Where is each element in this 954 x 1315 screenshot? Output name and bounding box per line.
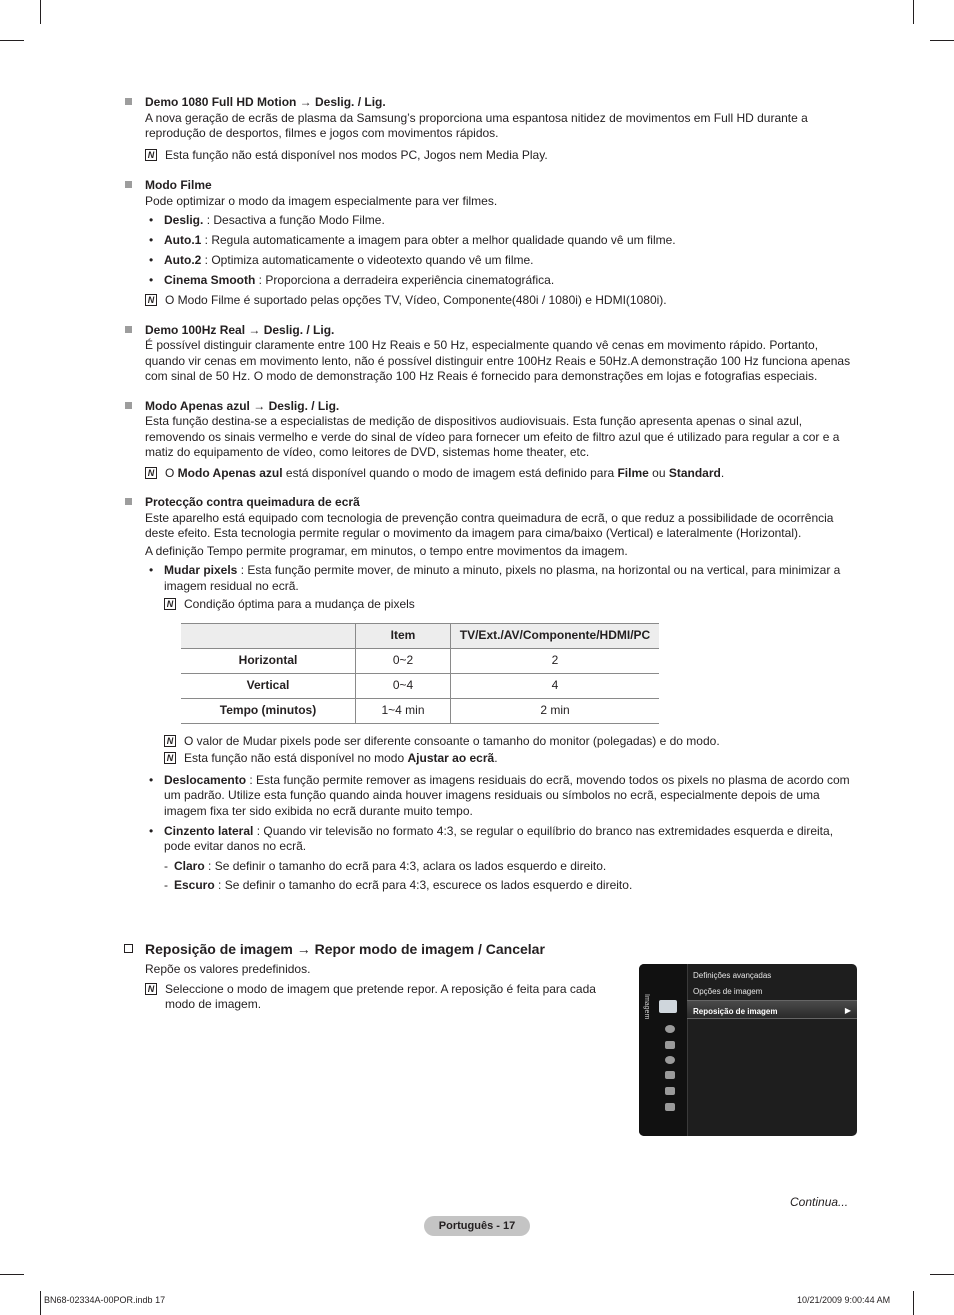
sub-item-escuro: - Escuro : Se definir o tamanho do ecrã para 4:3, escurece os lados esquerdo e direito. bbox=[164, 878, 858, 894]
table-header-row bbox=[181, 623, 659, 648]
section-reposicao bbox=[123, 940, 603, 1013]
section-body: Esta função destina-se a especialistas de medição de dispositivos audiovisuais. Esta função apresenta apenas o sinal azul, removendo os sinais vermelho e verde do sinal de vídeo para fornecer um efeito de filtro azul que é utilizado para regular a cor e a matiz do equipamento de vídeo, como leitores de DVD, sistemas home theater, etc. bbox=[145, 414, 840, 459]
crop-mark bbox=[913, 1291, 914, 1315]
checkbox-icon bbox=[124, 944, 133, 953]
section-title: Demo 100Hz Real → Deslig. / Lig. bbox=[145, 322, 335, 337]
picture-icon bbox=[659, 1000, 677, 1013]
list-item: • Cinema Smooth : Proporciona a derradeira experiência cinematográfica. bbox=[145, 273, 858, 289]
section-modo-filme bbox=[123, 178, 858, 309]
section-title: Demo 1080 Full HD Motion → Deslig. / Lig. bbox=[145, 95, 386, 109]
section-demo-100hz bbox=[123, 323, 858, 385]
footer-file-label: BN68-02334A-00POR.indb 17 bbox=[44, 1295, 166, 1305]
sound-icon bbox=[665, 1025, 675, 1033]
note-icon: N bbox=[145, 467, 157, 479]
table-header-cell: TV/Ext./AV/Componente/HDMI/PC bbox=[451, 623, 660, 648]
table-header-cell: Item bbox=[356, 623, 451, 648]
section-body: A nova geração de ecrãs de plasma da Samsung’s proporciona uma espantosa nitidez de movimentos em Full HD durante a reprodução de desportos, filmes e jogos com movimentos rápidos. bbox=[145, 110, 808, 140]
note-icon: N bbox=[145, 149, 157, 161]
crop-mark bbox=[913, 0, 914, 24]
list-item: • Auto.2 : Optimiza automaticamente o videotexto quando vê um filme. bbox=[145, 253, 858, 269]
tv-menu-side-label: Imagem bbox=[643, 994, 650, 1020]
list-item-mudar-pixels: • Mudar pixels : Esta função permite mover, de minuto a minuto, pixels no plasma, na horizontal ou na vertical, para minimizar a imagem residual no ecrã. N Condição óptima para a mudança de pixels Item TV/Ext./AV/Componente/HDMI/PC Horizontal 0~2 2 Vertical 0~4 4 Tempo (minutos) 1~4 min 2 min N O valor de Mudar pixels pode ser diferente consoante o tamanho do monitor (polegadas) e do modo. N Esta função não está disponível no modo Ajustar ao ecrã. bbox=[145, 563, 858, 767]
note bbox=[145, 148, 858, 164]
note: N Condição óptima para a mudança de pixels bbox=[164, 597, 858, 613]
square-bullet-icon bbox=[125, 326, 132, 333]
square-bullet-icon bbox=[125, 98, 132, 105]
section-body: A definição Tempo permite programar, em minutos, o tempo entre movimentos da imagem. bbox=[145, 543, 628, 558]
note-icon: N bbox=[145, 294, 157, 306]
section-modo-apenas-azul bbox=[123, 399, 858, 482]
crop-mark bbox=[40, 0, 41, 24]
square-bullet-icon bbox=[125, 402, 132, 409]
note-icon: N bbox=[164, 598, 176, 610]
note: N O valor de Mudar pixels pode ser diferente consoante o tamanho do monitor (polegadas) e do modo. bbox=[164, 734, 858, 750]
section-proteccao-queimadura bbox=[123, 495, 858, 894]
support-icon bbox=[665, 1103, 675, 1111]
section-demo-1080 bbox=[123, 95, 858, 163]
tv-menu-item: Definições avançadas bbox=[693, 971, 772, 980]
crop-mark bbox=[40, 1291, 41, 1315]
table-header-cell bbox=[181, 623, 356, 648]
table-row: Tempo (minutos) 1~4 min 2 min bbox=[181, 698, 659, 723]
sub-item-claro: - Claro : Se definir o tamanho do ecrã para 4:3, aclara os lados esquerdo e direito. bbox=[164, 859, 858, 875]
table-row: Horizontal 0~2 2 bbox=[181, 648, 659, 673]
section-title: Modo Filme bbox=[145, 178, 212, 192]
section-title: Protecção contra queimadura de ecrã bbox=[145, 495, 360, 509]
list-item-deslocamento: • Deslocamento : Esta função permite remover as imagens residuais do ecrã, movendo todos os pixels no plasma de acordo com um padrão. Utilize esta função quando ainda houver imagens residuais ou símbolos no ecrã, especialmente depois de uma imagem fixa ter sido exibida no ecrã durante muito tempo. bbox=[145, 773, 858, 820]
section-title: Modo Apenas azul → Deslig. / Lig. bbox=[145, 398, 340, 413]
pixel-shift-table bbox=[181, 623, 659, 724]
crop-mark bbox=[930, 1274, 954, 1275]
tv-menu-divider bbox=[687, 964, 688, 1136]
square-bullet-icon bbox=[125, 498, 132, 505]
note: N O Modo Apenas azul está disponível quando o modo de imagem está definido para Filme ou Standard. bbox=[145, 466, 858, 482]
crop-mark bbox=[930, 40, 954, 41]
setup-gear-icon bbox=[665, 1056, 675, 1064]
tv-menu-item-selected: Reposição de imagem ▶ bbox=[687, 1000, 857, 1019]
application-icon bbox=[665, 1087, 675, 1095]
input-icon bbox=[665, 1071, 675, 1079]
section-heading: Reposição de imagem → Repor modo de imagem / Cancelar bbox=[123, 940, 603, 958]
section-body: Repõe os valores predefinidos. bbox=[145, 962, 311, 976]
channel-icon bbox=[665, 1041, 675, 1049]
note-text: Esta função não está disponível nos modos PC, Jogos nem Media Play. bbox=[165, 147, 548, 162]
section-body: Este aparelho está equipado com tecnologia de prevenção contra queimadura de ecrã, o que reduz a possibilidade de ocorrência deste efeito. Esta tecnologia permite regular o movimento da imagem para cima/baixo (Vertical) e lateralmente (Horizontal). bbox=[145, 510, 834, 540]
crop-mark bbox=[0, 40, 24, 41]
footer-timestamp: 10/21/2009 9:00:44 AM bbox=[797, 1295, 891, 1305]
note-text: O Modo Filme é suportado pelas opções TV, Vídeo, Componente(480i / 1080i) e HDMI(1080i). bbox=[165, 293, 667, 307]
page-number-badge: Português - 17 bbox=[424, 1216, 530, 1236]
continua-label: Continua... bbox=[790, 1195, 849, 1209]
list-item: • Deslig. : Desactiva a função Modo Filme. bbox=[145, 213, 858, 229]
list-item: • Auto.1 : Regula automaticamente a imagem para obter a melhor qualidade quando vê um filme. bbox=[145, 233, 858, 249]
note: N Seleccione o modo de imagem que pretende repor. A reposição é feita para cada modo de imagem. bbox=[145, 982, 603, 1013]
note-icon: N bbox=[164, 735, 176, 747]
crop-mark bbox=[0, 1274, 24, 1275]
note bbox=[145, 293, 858, 309]
section-body: É possível distinguir claramente entre 100 Hz Reais e 50 Hz, especialmente quando vê cenas em movimento rápido. Portanto, quando vir cenas em movimento lento, não é possível distinguir entre 100Hz Reais e 50Hz.A demonstração 100 Hz funciona apenas com sinal de 50 Hz. O modo de demonstração 100 Hz Reais é fornecido para demonstrações em lojas e fotografias especiais. bbox=[145, 338, 851, 383]
option-list bbox=[145, 213, 858, 289]
section-body: Pode optimizar o modo da imagem especialmente para ver filmes. bbox=[145, 193, 498, 208]
note: N Esta função não está disponível no modo Ajustar ao ecrã. bbox=[164, 751, 858, 767]
table-row: Vertical 0~4 4 bbox=[181, 673, 659, 698]
note-icon: N bbox=[145, 983, 157, 995]
option-list bbox=[145, 563, 858, 894]
page-content bbox=[123, 95, 858, 898]
square-bullet-icon bbox=[125, 181, 132, 188]
arrow-right-icon: ▶ bbox=[844, 1006, 851, 1015]
tv-menu-item: Opções de imagem bbox=[693, 987, 763, 996]
tv-menu-screenshot bbox=[639, 964, 857, 1136]
list-item-cinzento-lateral: • Cinzento lateral : Quando vir televisão no formato 4:3, se regular o equilíbrio do branco nas extremidades esquerda e direita, pode evitar danos no ecrã. - Claro : Se definir o tamanho do ecrã para 4:3, aclara os lados esquerdo e direito. - Escuro : Se definir o tamanho do ecrã para 4:3, escurece os lados esquerdo e direito. bbox=[145, 824, 858, 894]
note-icon: N bbox=[164, 752, 176, 764]
tv-menu-sidebar bbox=[639, 964, 687, 1136]
